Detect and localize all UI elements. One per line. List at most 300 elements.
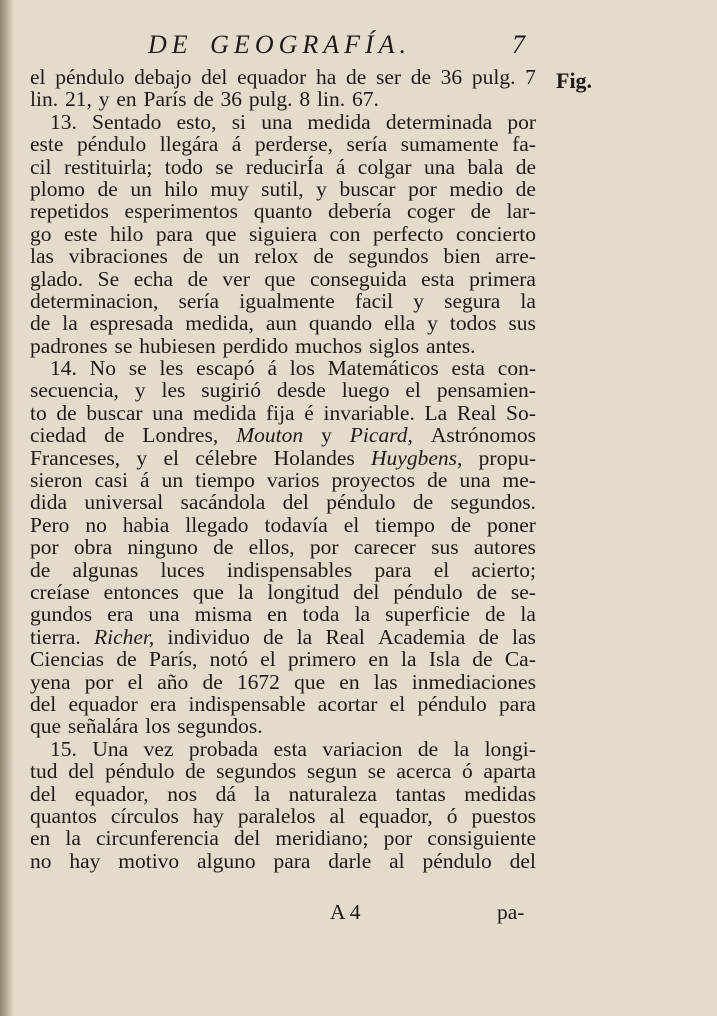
word: perfecto (373, 221, 444, 246)
word: por (408, 176, 437, 201)
text-line (30, 603, 536, 625)
word: de (478, 624, 499, 649)
word: é (304, 400, 314, 425)
word: acerca (396, 759, 452, 784)
word: que (30, 714, 62, 739)
word: por (84, 669, 114, 694)
word: indispensables (226, 557, 353, 582)
word: que (192, 579, 224, 604)
word: sus (508, 311, 536, 336)
word: muy (210, 176, 249, 201)
word: péndulo (76, 132, 147, 157)
word: me- (502, 468, 536, 493)
word: creíase (30, 579, 90, 604)
word: con (329, 221, 361, 246)
word: tud (30, 759, 58, 784)
text-line (30, 536, 536, 558)
word: llegado (185, 512, 249, 537)
word: yena (30, 669, 71, 694)
word: de (202, 669, 223, 694)
word: segundos. (177, 714, 263, 739)
word: So- (506, 400, 536, 425)
word: dida (30, 490, 68, 515)
word: sumamente (400, 132, 499, 157)
word: escapó (196, 356, 255, 381)
word: concierto (455, 221, 536, 246)
word: coger (407, 199, 455, 224)
word: esta (273, 736, 307, 761)
word: ninguno (127, 535, 198, 560)
word: las (373, 669, 398, 694)
word: en (116, 87, 137, 112)
word: Matemáticos (327, 356, 439, 381)
word: de (515, 176, 536, 201)
text-line (30, 715, 536, 737)
word: paralelos (237, 803, 316, 828)
word: de (410, 65, 431, 89)
word: equador (68, 691, 138, 716)
text-line (30, 671, 536, 693)
word: hilo (109, 221, 144, 246)
word: á (335, 154, 346, 179)
word: varios (266, 468, 320, 493)
text-line (30, 312, 536, 334)
word: puestos (471, 803, 536, 828)
text-line (30, 357, 536, 379)
word: lar- (506, 199, 536, 224)
text-line (30, 335, 536, 357)
word: el (405, 378, 421, 403)
word: indispensable (188, 691, 306, 716)
word: era (107, 602, 134, 627)
word: de (182, 244, 204, 269)
word: el (127, 669, 144, 694)
word: los (289, 356, 315, 381)
word: Franceses, (30, 445, 121, 470)
word: hay (192, 803, 224, 828)
word: pensamien- (436, 378, 536, 403)
word: todos (449, 311, 497, 336)
text-line (30, 379, 536, 401)
word: para (498, 691, 536, 716)
word: 36 (440, 65, 463, 89)
text-line (30, 447, 536, 469)
word: autores (473, 535, 536, 560)
word: que (205, 221, 237, 246)
word: llegára (159, 132, 219, 157)
word: de (263, 624, 284, 649)
text-line (30, 514, 536, 536)
word: ha (316, 65, 337, 89)
word: individuo (167, 624, 250, 649)
word: de (187, 266, 208, 291)
text-line (30, 648, 536, 670)
text-line (30, 559, 536, 581)
text-line (30, 200, 536, 222)
word: siguiera (248, 221, 317, 246)
word: longitud (267, 579, 340, 604)
word: del (201, 65, 228, 89)
word: arre- (495, 244, 536, 269)
word: repetidos (30, 199, 109, 224)
word: la (296, 624, 313, 649)
word: los (145, 714, 171, 739)
word: por (507, 109, 536, 134)
word: de (116, 647, 137, 672)
word: las (512, 624, 536, 649)
text-line (30, 760, 536, 782)
word: París, (148, 647, 198, 672)
word: esto, (176, 109, 217, 134)
word: á (140, 468, 150, 493)
word: primero (288, 647, 357, 672)
word: Ciencias (30, 647, 105, 672)
word: y (427, 311, 438, 336)
word: fa- (512, 132, 536, 157)
word: poner (487, 512, 536, 537)
word: les (159, 356, 184, 381)
word: de (185, 759, 206, 784)
page-number: 7 (512, 30, 525, 59)
word: el (260, 647, 276, 672)
word: era (150, 691, 177, 716)
word: echa (133, 266, 174, 291)
word: determinada (385, 109, 493, 134)
text-line (30, 268, 536, 290)
word: tantas (395, 781, 446, 806)
word: toda (302, 602, 340, 627)
word: en (30, 826, 51, 851)
word: en (339, 669, 360, 694)
word: Isla (428, 647, 460, 672)
word: el (389, 691, 406, 716)
word: en (267, 602, 288, 627)
word: misma (194, 602, 252, 627)
word: péndulo (105, 759, 175, 784)
word: probada (188, 736, 259, 761)
word: sugirió (201, 378, 261, 403)
word: luego (341, 378, 390, 403)
word: equador, (74, 781, 149, 806)
italic-word: Picard, (349, 423, 413, 448)
word: siglos (368, 333, 420, 358)
word: fija (265, 400, 295, 425)
word: algunas (72, 557, 139, 582)
text-line (30, 245, 536, 267)
word: hay (69, 848, 101, 873)
word: 36 (220, 87, 243, 112)
word: un (217, 244, 240, 269)
word: dá (215, 781, 236, 806)
word: secuencia, (30, 378, 119, 403)
word: padrones (30, 333, 108, 358)
word: aparta (483, 759, 536, 784)
text-line (30, 783, 536, 805)
word: una (148, 602, 180, 627)
word: quando (308, 311, 373, 336)
word: longi- (484, 736, 536, 761)
text-line (30, 133, 536, 155)
word: no (30, 848, 52, 873)
word: lin. (317, 87, 346, 112)
word: de (427, 468, 448, 493)
text-line (30, 66, 536, 88)
word: segundos (216, 759, 297, 784)
text-line (30, 156, 536, 178)
word: del (68, 759, 95, 784)
word: inmediaciones (411, 669, 536, 694)
italic-word: Mouton (236, 423, 304, 448)
word: relox (254, 244, 299, 269)
word: vez (143, 736, 174, 761)
word: segundos (348, 244, 429, 269)
word: les (161, 378, 186, 403)
text-line (30, 402, 536, 424)
word: todavía (264, 512, 328, 537)
word: esperimentos (124, 199, 238, 224)
word: sería (346, 132, 388, 157)
word: tiempo (195, 468, 255, 493)
word: en (368, 647, 389, 672)
word: ellos, (248, 535, 295, 560)
word: señalára (67, 714, 139, 739)
word: péndulo (393, 579, 463, 604)
word: luces (160, 557, 205, 582)
word: ciedad (30, 423, 87, 448)
text-line (30, 491, 536, 513)
word: y (134, 378, 146, 403)
word: el (343, 512, 360, 537)
word: facil (354, 288, 394, 313)
word: al (389, 848, 405, 873)
word: determinacion, (30, 288, 159, 313)
word: restituirla; (63, 154, 153, 179)
word: de (97, 176, 118, 201)
word: el (433, 557, 450, 582)
word: Se (97, 266, 120, 291)
word: reducirÍa (245, 154, 324, 179)
word: el (30, 65, 46, 89)
word: de (313, 244, 334, 269)
word: equador (237, 65, 307, 89)
word: se (367, 759, 386, 784)
word: sutil, (261, 176, 304, 201)
word: universal (84, 490, 164, 515)
word: de (56, 400, 77, 425)
word: 1672 (236, 669, 280, 694)
word: péndulo (326, 490, 396, 515)
text-line (30, 424, 536, 446)
word: segura (444, 288, 501, 313)
word: Real (456, 400, 497, 425)
word: Astrónomos (430, 423, 536, 448)
word: por (30, 535, 59, 560)
word: por (309, 535, 339, 560)
word: una (152, 400, 184, 425)
word: go (30, 221, 52, 246)
word: y (321, 423, 332, 448)
word: del (30, 691, 57, 716)
word: sacándola (180, 490, 266, 515)
word: las (30, 244, 54, 269)
word: todo (164, 154, 203, 179)
text-line (30, 111, 536, 133)
catchword: pa- (497, 900, 525, 924)
word: ser (375, 65, 402, 89)
word: la (520, 288, 536, 313)
word: una (261, 109, 293, 134)
word: de (345, 65, 367, 89)
word: de (485, 602, 506, 627)
word: por (383, 826, 413, 851)
word: de (30, 311, 51, 336)
word: Sentado (92, 109, 162, 134)
word: esta (421, 266, 455, 291)
word: quanto (253, 199, 313, 224)
word: con- (497, 356, 536, 381)
word: bala (467, 154, 504, 179)
word: pulg. (471, 65, 516, 89)
word: pulg. (248, 87, 293, 112)
word: Real (325, 624, 365, 649)
text-line (30, 626, 536, 648)
word: igualmente (239, 288, 335, 313)
word: segundos. (450, 490, 536, 515)
word: circunferencia (95, 826, 219, 851)
word: to (30, 400, 47, 425)
word: la (401, 647, 417, 672)
word: la (354, 602, 371, 627)
word: 67. (351, 87, 379, 112)
word: la (62, 311, 78, 336)
word: á (267, 356, 277, 381)
word: habia (122, 512, 170, 537)
word: perdido (222, 333, 289, 358)
word: medio (449, 176, 504, 201)
word: darle (328, 848, 372, 873)
word: una (459, 468, 491, 493)
word: de (472, 647, 493, 672)
word: acierto; (471, 557, 536, 582)
word: naturaleza (288, 781, 377, 806)
word: de (470, 199, 491, 224)
word: círculos (110, 803, 179, 828)
word: antes. (426, 333, 476, 358)
word: del (282, 490, 309, 515)
word: conseguida (309, 266, 407, 291)
word: quantos (30, 803, 97, 828)
word: péndulo (55, 65, 125, 89)
word: tierra. (30, 624, 81, 649)
word: No (89, 356, 116, 381)
text-line (30, 693, 536, 715)
word: meridiano; (275, 826, 369, 851)
word: la (453, 736, 470, 761)
word: sería (178, 288, 220, 313)
word: se (114, 333, 133, 358)
word: ó (461, 759, 473, 784)
word: aun (265, 311, 297, 336)
word: de (450, 512, 472, 537)
word: la (237, 579, 254, 604)
word: se- (510, 579, 536, 604)
word: de (30, 557, 51, 582)
word: y (316, 176, 327, 201)
word: que (294, 669, 326, 694)
word: 8 (299, 87, 311, 112)
word: entonces (103, 579, 179, 604)
word: bien (443, 244, 481, 269)
text-line (30, 805, 536, 827)
word: se (128, 356, 147, 381)
word: cil (30, 154, 52, 179)
word: Pero (30, 512, 70, 537)
word: casi (94, 468, 129, 493)
margin-note-fig: Fig. (556, 68, 593, 93)
word: esta (451, 356, 485, 381)
word: Academia (378, 624, 466, 649)
word: nos (167, 781, 198, 806)
word: muchos (295, 333, 363, 358)
word: medida, (185, 311, 254, 336)
word: á (231, 132, 242, 157)
text-line (30, 88, 536, 110)
word: perderse, (254, 132, 334, 157)
word: un (161, 468, 184, 493)
word: la (254, 781, 271, 806)
word: ver (222, 266, 250, 291)
word: glado. (30, 266, 84, 291)
body-text (30, 66, 536, 872)
word: ó (446, 803, 458, 828)
running-head: DE GEOGRAFÍA. (148, 30, 412, 59)
word: y (136, 445, 148, 470)
text-line (30, 469, 536, 491)
word: debajo (134, 65, 192, 89)
word: de (193, 87, 214, 112)
word: segun (306, 759, 358, 784)
word: espresada (89, 311, 174, 336)
word: se (215, 154, 234, 179)
word: de (104, 423, 125, 448)
word: tiempo (375, 512, 435, 537)
word: plomo (30, 176, 85, 201)
word: medida (192, 400, 257, 425)
word: superficie (385, 602, 470, 627)
word: proyectos (331, 468, 416, 493)
word: péndulo (422, 848, 492, 873)
word: 21, (64, 87, 92, 112)
word: de (213, 535, 234, 560)
word: 13. (50, 109, 77, 134)
word: 7 (525, 65, 536, 89)
word: de (476, 579, 497, 604)
word: hilo (164, 176, 198, 201)
text-line (30, 738, 536, 760)
word: consiguiente (427, 826, 536, 851)
word: La (424, 400, 448, 425)
word: lin. (30, 87, 59, 112)
word: sieron (30, 468, 83, 493)
word: medidas (464, 781, 536, 806)
word: para (155, 221, 193, 246)
word: año (157, 669, 189, 694)
word: equador, (358, 803, 433, 828)
word: obra (73, 535, 113, 560)
word: variacion (322, 736, 403, 761)
word: no (85, 512, 107, 537)
word: medida (307, 109, 371, 134)
